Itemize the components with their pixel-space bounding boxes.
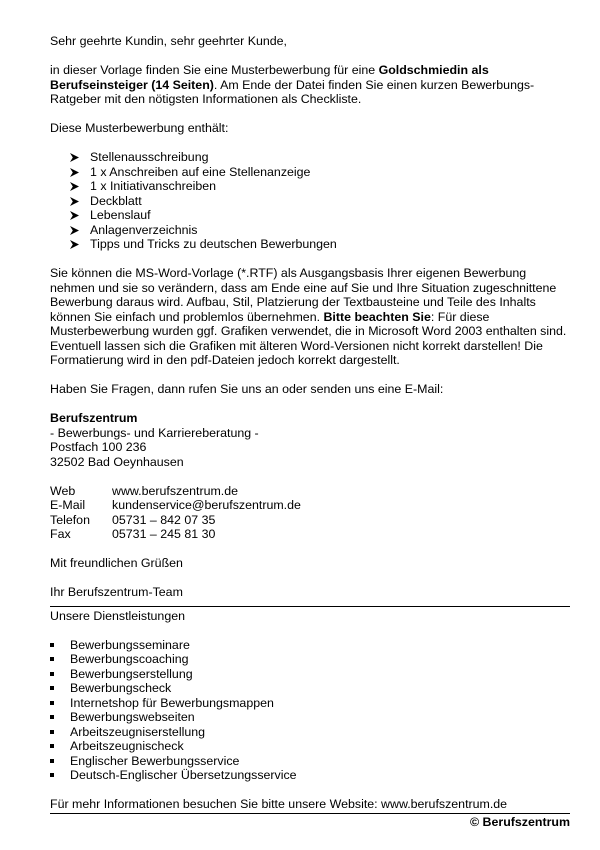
website-link[interactable]: www.berufszentrum.de: [112, 483, 239, 498]
document-page: [50, 34, 570, 829]
arrow-bullet-icon: [70, 208, 84, 220]
po-box: Postfach 100 236: [50, 440, 147, 454]
list-item-label: 1 x Anschreiben auf eine Stellenanzeige: [90, 164, 311, 179]
list-item: [50, 194, 570, 209]
square-bullet-icon: [50, 657, 54, 661]
list-item-label: 1 x Initiativanschreiben: [90, 179, 217, 193]
list-item: [50, 696, 570, 711]
intro-bold: Goldschmiedin als Berufseinsteiger (14 Seiten): [50, 63, 489, 92]
questions-text: Haben Sie Fragen, dann rufen Sie uns an oder senden uns eine E-Mail:: [50, 382, 444, 396]
services-list: [50, 638, 570, 783]
intro-text-2: . Am Ende der Datei finden Sie einen kurzen Bewerbungs-Ratgeber mit den nötigsten Informationen als Checkliste.: [50, 77, 535, 106]
contact-row-phone: [50, 513, 570, 528]
list-item: [50, 179, 570, 194]
list-item-label: Lebenslauf: [90, 208, 151, 222]
service-label: Bewerbungscoaching: [70, 652, 189, 666]
usage-text-2: : Für diese Musterbewerbung wurden ggf. Grafiken verwendet, die in Microsoft Word 2003 enthalten sind. Eventuell lassen sich die Grafiken mit älteren Word-Versionen nicht korrekt darstellen! Die Formatierung wird in den pdf-Dateien jedoch korrekt dargestellt.: [50, 309, 567, 367]
phone-value: 05731 – 842 07 35: [112, 512, 216, 527]
closing: Mit freundlichen Grüßen: [50, 556, 183, 570]
list-item-label: Stellenausschreibung: [90, 150, 209, 164]
list-item: [50, 208, 570, 223]
arrow-bullet-icon: [70, 194, 84, 206]
service-label: Englischer Bewerbungsservice: [70, 753, 240, 768]
service-label: Bewerbungserstellung: [70, 666, 193, 681]
contact-table: [50, 484, 570, 542]
service-label: Bewerbungswebseiten: [70, 710, 195, 724]
contents-list: [50, 150, 570, 252]
list-item: [50, 223, 570, 238]
contact-row-email: [50, 498, 570, 513]
list-item: [50, 237, 570, 252]
service-label: Bewerbungsseminare: [70, 637, 190, 652]
contents-heading: Diese Musterbewerbung enthält:: [50, 121, 229, 135]
square-bullet-icon: [50, 744, 54, 748]
service-label: Arbeitszeugniserstellung: [70, 724, 205, 739]
contact-row-web: [50, 484, 570, 499]
list-item: [50, 710, 570, 725]
city: 32502 Bad Oeynhausen: [50, 454, 184, 469]
square-bullet-icon: [50, 643, 54, 647]
divider: [50, 600, 570, 607]
copyright: © Berufszentrum: [469, 814, 570, 829]
square-bullet-icon: [50, 759, 54, 763]
list-item: [50, 652, 570, 667]
list-item: [50, 739, 570, 754]
list-item: [50, 754, 570, 769]
company-name-bold: Berufszentrum: [50, 411, 138, 425]
greeting: Sehr geehrte Kundin, sehr geehrter Kunde,: [50, 34, 287, 48]
contact-label: Telefon: [50, 512, 90, 527]
company-name: [50, 411, 570, 426]
square-bullet-icon: [50, 715, 54, 719]
list-item-label: Anlagenverzeichnis: [90, 222, 198, 237]
intro-text-1: in dieser Vorlage finden Sie eine Musterbewerbung für eine: [50, 63, 379, 77]
service-label: Bewerbungscheck: [70, 681, 172, 695]
service-label: Arbeitszeugnischeck: [70, 739, 184, 753]
service-label: Deutsch-Englischer Übersetzungsservice: [70, 768, 297, 782]
arrow-bullet-icon: [70, 223, 84, 235]
list-item: [50, 638, 570, 653]
list-item: [50, 667, 570, 682]
list-item-label: Deckblatt: [90, 193, 142, 208]
contact-label: Fax: [50, 527, 71, 541]
list-item: [50, 150, 570, 165]
arrow-bullet-icon: [70, 237, 84, 249]
usage-bold: Bitte beachten Sie: [323, 309, 431, 324]
company-subtitle: - Bewerbungs- und Karriereberatung -: [50, 425, 259, 440]
list-item: [50, 768, 570, 783]
arrow-bullet-icon: [70, 150, 84, 162]
square-bullet-icon: [50, 701, 54, 705]
service-label: Internetshop für Bewerbungsmappen: [70, 695, 274, 710]
square-bullet-icon: [50, 773, 54, 777]
list-item-label: Tipps und Tricks zu deutschen Bewerbungen: [90, 237, 337, 251]
fax-value: 05731 – 245 81 30: [112, 527, 216, 541]
contact-row-fax: [50, 527, 570, 542]
intro-paragraph: [50, 63, 570, 107]
signature: Ihr Berufszentrum-Team: [50, 585, 183, 599]
square-bullet-icon: [50, 730, 54, 734]
square-bullet-icon: [50, 672, 54, 676]
contact-label: Web: [50, 483, 76, 498]
usage-text-1: Sie können die MS-Word-Vorlage (*.RTF) als Ausgangsbasis Ihrer eigenen Bewerbung nehmen und sie so verändern, dass am Ende eine auf Sie und Ihre Situation zugeschnittene Bewerbung daraus wird. Aufbau, Stil, Platzierung der Textbausteine und Teile des Inhalts können Sie einfach und problemlos übernehmen.: [50, 266, 557, 324]
services-heading: Unsere Dienstleistungen: [50, 608, 185, 623]
list-item: [50, 725, 570, 740]
arrow-bullet-icon: [70, 165, 84, 177]
square-bullet-icon: [50, 686, 54, 690]
list-item: [50, 681, 570, 696]
footer-info[interactable]: Für mehr Informationen besuchen Sie bitte unsere Website: www.berufszentrum.de: [50, 797, 570, 814]
contact-label: E-Mail: [50, 498, 86, 512]
list-item: [50, 165, 570, 180]
arrow-bullet-icon: [70, 179, 84, 191]
usage-paragraph: [50, 266, 570, 368]
email-link[interactable]: kundenservice@berufszentrum.de: [112, 498, 301, 512]
